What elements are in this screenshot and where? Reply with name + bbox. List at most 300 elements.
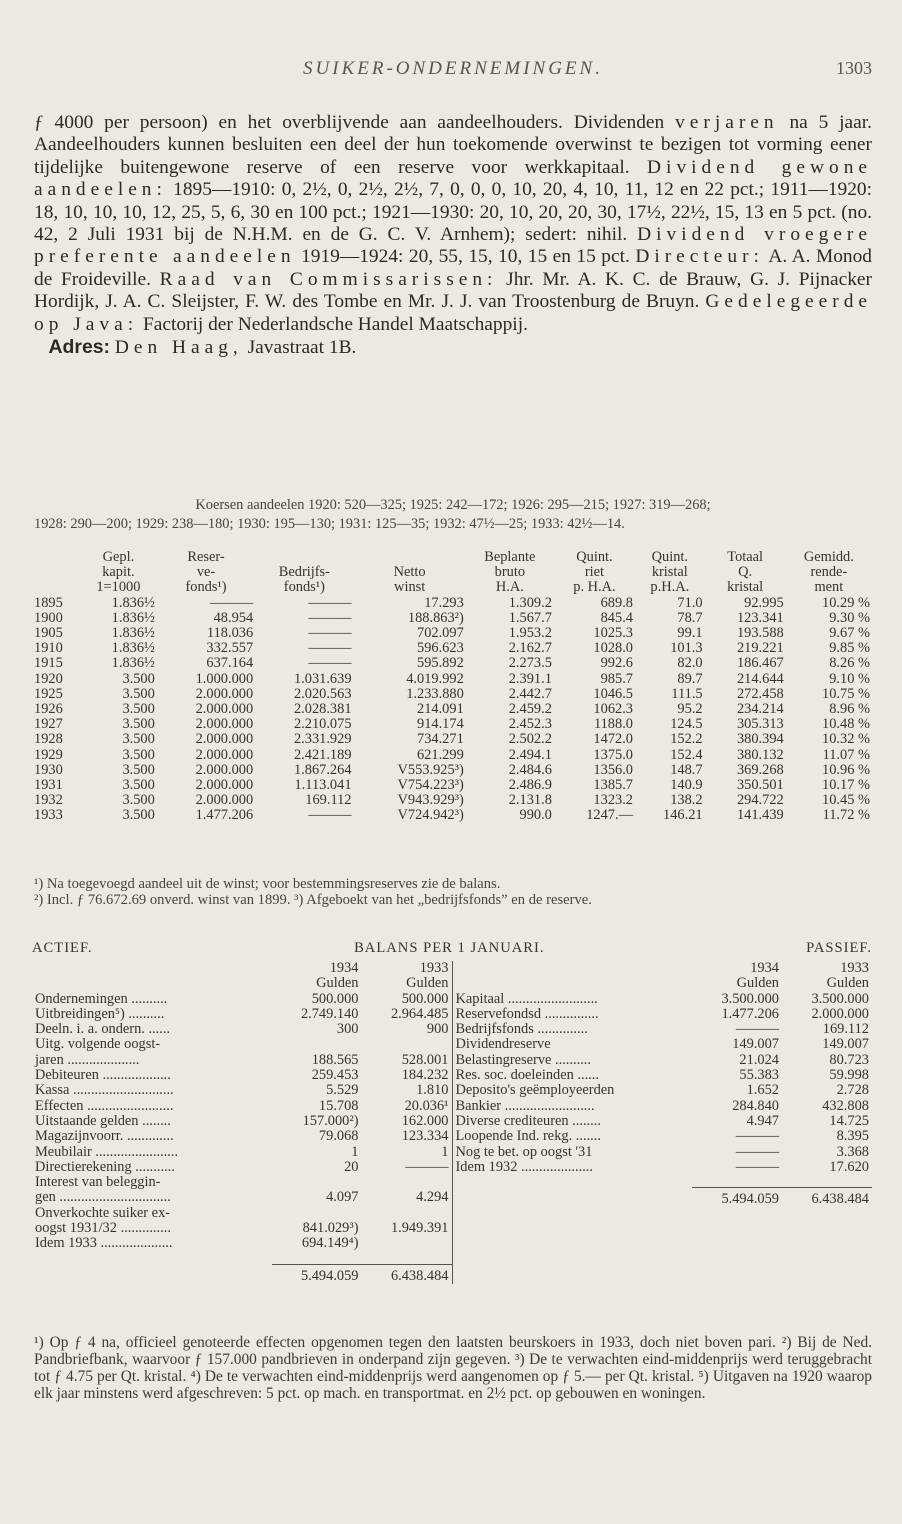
history-cell: 990.0	[519, 807, 552, 824]
actief-value: 188.565	[311, 1051, 359, 1068]
history-header-cell: Quint.	[651, 549, 688, 565]
passief-row	[453, 1083, 873, 1098]
page-number: 1303	[836, 58, 872, 78]
intro-paragraph	[34, 112, 872, 359]
verjaren-term: verjaren	[675, 112, 779, 133]
actief-row	[32, 1037, 452, 1052]
history-cell: 3.500	[122, 761, 155, 778]
history-cell: 272.458	[736, 685, 784, 702]
actief-value: 2.964.485	[390, 1005, 449, 1022]
history-cell: 1247.—	[586, 807, 633, 824]
history-cell: 186.467	[736, 655, 784, 672]
history-cell: 1920	[34, 670, 63, 687]
passief-currency-2: Gulden	[826, 975, 869, 992]
actief-value: 259.453	[311, 1067, 359, 1084]
history-cell: 99.1	[677, 625, 703, 642]
actief-label: Interest van beleggin-	[35, 1174, 161, 1191]
history-cell: 2.000.000	[195, 701, 254, 718]
history-cell: 596.623	[417, 640, 464, 657]
actief-row	[32, 1206, 452, 1221]
history-cell: 152.2	[670, 731, 703, 748]
history-cell: 2.494.1	[508, 746, 552, 763]
history-cell: 1900	[34, 609, 63, 626]
passief-value: 432.808	[822, 1097, 869, 1114]
passief-label: Nog te bet. op oogst '31	[455, 1143, 593, 1160]
table-row	[32, 656, 872, 671]
passief-year-2: 1933	[840, 960, 869, 976]
history-cell: 2.028.381	[293, 701, 352, 718]
actief-total: 5.494.059	[272, 1264, 362, 1284]
history-cell: 234.214	[736, 701, 784, 718]
history-cell: 1928	[34, 731, 63, 748]
passief-value: ———	[735, 1143, 779, 1160]
table-row	[32, 611, 872, 626]
history-cell: 214.091	[417, 701, 464, 718]
history-header-cell	[255, 550, 353, 565]
history-header-cell: Quint.	[576, 549, 613, 565]
history-cell: 1932	[34, 792, 63, 809]
actief-value	[272, 1037, 362, 1052]
share-prices-line-2: 1928: 290—200; 1929: 238—180; 1930: 195—130; 1931: 125—35; 1932: 47½—25; 1933: 42½—14.	[34, 516, 625, 532]
actief-value: 4.097	[326, 1189, 359, 1206]
passief-total: 6.438.484	[782, 1188, 872, 1208]
history-cell: 2.000.000	[195, 746, 254, 763]
running-header	[34, 58, 872, 84]
passief-total	[453, 1188, 693, 1208]
history-cell: 1472.0	[593, 731, 633, 748]
history-cell: 219.221	[736, 640, 784, 657]
actief-row	[32, 1175, 452, 1190]
history-cell: ———	[210, 594, 254, 611]
passief-label: Reservefondsd ...............	[455, 1005, 599, 1022]
actief-row	[32, 1114, 452, 1129]
actief-row	[32, 1007, 452, 1022]
table-row	[32, 763, 872, 778]
history-cell: 214.644	[736, 670, 784, 687]
history-cell: 1915	[34, 655, 63, 672]
history-header-cell: Reser-	[187, 549, 225, 565]
history-cell: 9.10 %	[829, 670, 870, 687]
history-cell: 48.954	[213, 609, 254, 626]
history-cell: 2.162.7	[508, 640, 552, 657]
history-cell: 10.32 %	[822, 731, 870, 748]
history-cell: 138.2	[670, 792, 703, 809]
dividend-preferred-label: Dividend vroegere preferente aandeelen	[34, 224, 872, 268]
history-cell: 92.995	[744, 594, 784, 611]
history-cell: 637.164	[206, 655, 254, 672]
actief-value	[272, 1206, 362, 1221]
actief-label: Uitg. volgende oogst-	[35, 1036, 161, 1053]
actief-value: 123.334	[401, 1128, 449, 1145]
passief-value: ———	[735, 1158, 779, 1175]
history-cell: 595.892	[417, 655, 464, 672]
history-cell: 2.421.189	[293, 746, 352, 763]
history-cell: 1.567.7	[508, 609, 552, 626]
history-cell: 140.9	[670, 777, 703, 794]
history-header-cell: ve-	[196, 564, 216, 581]
balance-sheet	[32, 940, 872, 1284]
passief-value: 149.007	[732, 1036, 779, 1053]
actief-label: Effecten ........................	[35, 1097, 174, 1114]
actief-row	[32, 992, 452, 1007]
passief-row	[453, 992, 873, 1007]
passief-value: 284.840	[732, 1097, 779, 1114]
history-cell: 111.5	[671, 685, 703, 702]
history-cell: 10.29 %	[822, 594, 870, 611]
actief-label: Kassa ............................	[35, 1082, 174, 1099]
passief-value: 14.725	[829, 1112, 869, 1129]
actief-row	[32, 1145, 452, 1160]
actief-title: ACTIEF.	[32, 940, 93, 956]
passief-label: Bedrijfsfonds ..............	[455, 1021, 588, 1038]
table-row	[32, 793, 872, 808]
actief-value: 900	[426, 1021, 449, 1038]
history-cell: 1.309.2	[508, 594, 552, 611]
passief-row	[453, 1099, 873, 1114]
actief-row	[32, 1129, 452, 1144]
actief-label: Uitbreidingen⁵) ..........	[35, 1005, 165, 1022]
passief-value: 2.000.000	[811, 1005, 869, 1022]
history-header-cell: fonds¹)	[185, 579, 227, 596]
actief-label: Deeln. i. a. ondern. ......	[35, 1021, 171, 1038]
history-header-cell: H.A.	[495, 579, 524, 596]
actief-total	[32, 1264, 272, 1284]
history-header-cell: p. H.A.	[573, 579, 616, 596]
history-cell: 2.273.5	[508, 655, 552, 672]
actief-value: 79.068	[318, 1128, 359, 1145]
passief-total-row	[453, 1188, 873, 1208]
balance-footnotes-text: ¹) Op ƒ 4 na, officieel genoteerde effecten opgenomen tegen den laatsten beurskoers in 1933, doch niet boven pari. ²) Bij de Ned. Pandbriefbank, waarvoor ƒ 157.000 pandbrieven in onderpand zijn gegeven. ³) De te verwachten eind-middenprijs werd teruggebracht tot ƒ 4.75 per Qt. kristal. ⁴) De te verwachten eind-middenprijs werd aangenomen op ƒ 5.— per Qt. kristal. ⁵) Uitgaven na 1920 waarop elk jaar minstens werd afgeschreven: 5 pct. op mach. en transportmat. en 2½ pct. op gebouwen en woningen.	[34, 1334, 872, 1402]
history-cell: 1.233.880	[406, 685, 464, 702]
history-cell: ———	[308, 625, 352, 642]
history-cell: 1.953.2	[508, 625, 552, 642]
history-cell: 2.452.3	[508, 716, 552, 733]
actief-value: 1.810	[416, 1082, 449, 1099]
history-header-cell: riet	[584, 564, 605, 581]
history-cell: 305.313	[736, 716, 784, 733]
actief-row	[32, 1190, 452, 1205]
actief-row	[32, 1022, 452, 1037]
history-cell: 1.836½	[111, 640, 155, 657]
history-header-cell: Gepl.	[102, 549, 135, 565]
passief-row	[453, 1145, 873, 1160]
intro-text-2: na 5 jaar. Aandeelhouders kunnen besluiten een deel der hun toekomende overwinst te bezigen tot vorming eener tijdelijke buitengewone reserve of een reserve voor werkkapitaal.	[34, 112, 872, 178]
directeur-text: A. A. Monod de Froideville.	[34, 246, 872, 290]
history-cell: ———	[308, 640, 352, 657]
actief-value: 20.036¹	[404, 1097, 449, 1114]
history-cell: 2.459.2	[508, 701, 552, 718]
history-cell: 1323.2	[593, 792, 633, 809]
actief-currency-2: Gulden	[406, 975, 449, 992]
history-cell: 3.500	[122, 777, 155, 794]
history-cell: 1.836½	[111, 594, 155, 611]
history-cell: 17.293	[424, 594, 464, 611]
history-header-cell: kristal	[727, 579, 764, 596]
history-cell: 10.45 %	[822, 792, 870, 809]
actief-value: 1	[441, 1143, 449, 1160]
history-cell: 3.500	[122, 685, 155, 702]
actief-value: 15.708	[318, 1097, 359, 1114]
actief-value: 2.749.140	[300, 1005, 359, 1022]
passief-title: PASSIEF.	[806, 940, 872, 956]
history-table-header	[32, 550, 872, 596]
table-row	[32, 672, 872, 687]
history-cell: 985.7	[600, 670, 633, 687]
passief-row	[453, 1007, 873, 1022]
history-cell: 1930	[34, 761, 63, 778]
history-cell: 2.442.7	[508, 685, 552, 702]
dividend-common-text: 1895—1910: 0, 2½, 0, 2½, 2½, 7, 0, 0, 0, 10, 20, 4, 10, 11, 12 en 22 pct.; 1911—1920: 18, 10, 10, 10, 12, 25, 5, 6, 30 en 100 pct.; 1921—1930: 20, 10, 20, 20, 30, 17½, 22½, 15, 13 en 5 pct. (no. 42, 2 Juli 1931 bij de N.H.M. en de G. C. V. Arnhem); sedert: nihil.	[34, 179, 872, 246]
actief-label: Meubilair .......................	[35, 1143, 179, 1160]
passief-value: 1.652	[746, 1082, 779, 1099]
passief-value: 8.395	[836, 1128, 869, 1145]
passief-label: Dividendreserve	[455, 1036, 551, 1053]
history-cell: 380.132	[736, 746, 784, 763]
history-cell: 1.836½	[111, 625, 155, 642]
history-cell: ———	[308, 807, 352, 824]
actief-total: 6.438.484	[362, 1264, 452, 1284]
history-cell: 3.500	[122, 731, 155, 748]
history-cell: 148.7	[670, 761, 703, 778]
history-header-cell	[354, 550, 466, 565]
history-cell: 9.67 %	[829, 625, 870, 642]
history-header-cell: kristal	[651, 564, 688, 581]
history-cell: 3.500	[122, 716, 155, 733]
adres-city: Den Haag,	[114, 337, 243, 359]
history-cell: 1.836½	[111, 655, 155, 672]
history-header-cell: Totaal	[727, 549, 764, 565]
actief-value: 5.529	[326, 1082, 359, 1099]
history-cell: 124.5	[670, 716, 703, 733]
passief-row	[453, 1068, 873, 1083]
actief-value: 694.149⁴)	[301, 1235, 359, 1252]
passief-value: 80.723	[829, 1051, 869, 1068]
actief-value: 4.294	[416, 1189, 449, 1206]
intro-text-1: ƒ 4000 per persoon) en het overblijvende aan aandeelhouders. Dividenden	[34, 112, 665, 133]
history-cell: 11.72 %	[822, 807, 870, 824]
history-cell: 1.836½	[111, 609, 155, 626]
table-row	[32, 748, 872, 763]
directeur-label: Directeur:	[635, 246, 764, 268]
history-cell: 2.210.075	[293, 716, 352, 733]
table-row	[32, 717, 872, 732]
actief-value	[362, 1037, 452, 1052]
passief-value: 3.368	[836, 1143, 869, 1160]
history-cell: 10.96 %	[822, 761, 870, 778]
history-cell: 294.722	[736, 792, 784, 809]
history-cell: 89.7	[677, 670, 703, 687]
share-prices	[34, 496, 872, 534]
balance-title-row	[32, 940, 872, 957]
passief-value: 3.500.000	[721, 990, 779, 1007]
history-cell: 101.3	[670, 640, 703, 657]
history-cell: 1925	[34, 685, 63, 702]
history-cell: 2.020.563	[293, 685, 352, 702]
history-cell: 9.30 %	[829, 609, 870, 626]
history-cell: 141.439	[736, 807, 784, 824]
adres-street: Javastraat 1B.	[247, 337, 357, 359]
history-cell: 2.486.9	[508, 777, 552, 794]
history-cell: 118.036	[206, 625, 254, 642]
passief-value: 21.024	[739, 1051, 779, 1068]
actief-label: Ondernemingen ..........	[35, 990, 168, 1007]
passief-value: 59.998	[829, 1067, 869, 1084]
passief-total: 5.494.059	[692, 1188, 782, 1208]
history-cell: 3.500	[122, 670, 155, 687]
actief-table	[32, 961, 452, 1284]
history-cell: V943.929³)	[397, 792, 464, 809]
actief-value: 1	[351, 1143, 359, 1160]
actief-label: oogst 1931/32 ..............	[35, 1220, 171, 1237]
history-header-cell: p.H.A.	[650, 579, 690, 596]
history-cell: V724.942³)	[397, 807, 464, 824]
actief-column	[32, 961, 452, 1284]
passief-label: Belastingreserve ..........	[455, 1051, 591, 1068]
passief-label: Diverse crediteuren ........	[455, 1112, 601, 1129]
passief-value: 55.383	[739, 1067, 779, 1084]
history-cell: 2.502.2	[508, 731, 552, 748]
history-cell: 3.500	[122, 807, 155, 824]
history-cell: 1933	[34, 807, 63, 824]
table-row	[32, 702, 872, 717]
history-cell: 10.17 %	[822, 777, 870, 794]
history-cell: 1385.7	[593, 777, 633, 794]
actief-row	[32, 1053, 452, 1068]
passief-year-1: 1934	[750, 960, 779, 976]
passief-row	[453, 1022, 873, 1037]
history-cell: 689.8	[600, 594, 633, 611]
history-cell: 4.019.992	[406, 670, 464, 687]
passief-value: ———	[735, 1021, 779, 1038]
history-table-body	[32, 596, 872, 824]
history-cell: 1046.5	[593, 685, 633, 702]
actief-row	[32, 1068, 452, 1083]
table-row	[32, 641, 872, 656]
history-cell: 10.48 %	[822, 716, 870, 733]
history-cell: 1926	[34, 701, 63, 718]
history-cell: 1905	[34, 625, 63, 642]
history-cell: 1025.3	[593, 625, 633, 642]
history-cell: 10.75 %	[822, 685, 870, 702]
history-header-cell	[32, 550, 80, 565]
history-header-cell: ment	[814, 579, 844, 596]
actief-row	[32, 1221, 452, 1236]
history-cell: 1.000.000	[195, 670, 254, 687]
history-cell: 2.131.8	[508, 792, 552, 809]
passief-row	[453, 1129, 873, 1144]
table-row	[32, 596, 872, 611]
history-cell: 2.391.1	[508, 670, 552, 687]
actief-currency-1: Gulden	[316, 975, 359, 992]
history-header-cell: 1=1000	[96, 579, 141, 596]
actief-label: Magazijnvoorr. .............	[35, 1128, 174, 1145]
history-cell: 78.7	[677, 609, 703, 626]
section-title: SUIKER-ONDERNEMINGEN.	[303, 58, 603, 79]
passief-value: 2.728	[836, 1082, 869, 1099]
passief-row	[453, 1037, 873, 1052]
actief-value: ———	[405, 1158, 449, 1175]
history-cell: 1927	[34, 716, 63, 733]
passief-value: 17.620	[829, 1158, 869, 1175]
gedelegeerde-label: Gedelegeerde op Java:	[34, 291, 872, 335]
history-cell: 1929	[34, 746, 63, 763]
actief-label: jaren ....................	[35, 1051, 140, 1068]
history-header-cell: Netto	[393, 564, 426, 581]
history-header-cell: Beplante	[484, 549, 536, 565]
actief-value: 500.000	[311, 990, 359, 1007]
history-cell: 123.341	[736, 609, 784, 626]
actief-row	[32, 1099, 452, 1114]
history-cell: 8.26 %	[829, 655, 870, 672]
passief-value: 3.500.000	[811, 990, 869, 1007]
passief-label: Deposito's geëmployeerden	[455, 1082, 615, 1099]
history-cell: 734.271	[417, 731, 464, 748]
table-row	[32, 732, 872, 747]
actief-label: Idem 1933 ....................	[35, 1235, 173, 1252]
actief-row	[32, 1083, 452, 1098]
history-header-cell: Bedrijfs-	[278, 564, 330, 581]
history-cell: 1895	[34, 594, 63, 611]
history-cell: ———	[308, 655, 352, 672]
actief-label: Debiteuren ...................	[35, 1067, 171, 1084]
history-cell: ———	[308, 594, 352, 611]
history-cell: 9.85 %	[829, 640, 870, 657]
actief-total-row	[32, 1264, 452, 1284]
passief-row	[453, 1053, 873, 1068]
history-cell: 146.21	[663, 807, 703, 824]
history-cell: 3.500	[122, 746, 155, 763]
history-cell: 3.500	[122, 701, 155, 718]
history-cell: 1028.0	[593, 640, 633, 657]
actief-value: 300	[336, 1021, 359, 1038]
passief-label: Idem 1932 ....................	[455, 1158, 593, 1175]
table-row	[32, 626, 872, 641]
gedelegeerde-text: Factorij der Nederlandsche Handel Maatschappij.	[142, 313, 528, 335]
history-cell: 1.867.264	[293, 761, 352, 778]
actief-value: 528.001	[401, 1051, 449, 1068]
table-row	[32, 687, 872, 702]
passief-value: 149.007	[822, 1036, 869, 1053]
history-header-cell	[32, 565, 80, 580]
actief-value: 162.000	[401, 1112, 449, 1129]
history-cell: 169.112	[305, 792, 352, 809]
passief-value: 169.112	[822, 1021, 869, 1038]
passief-column	[452, 961, 873, 1284]
actief-value: 1.949.391	[390, 1220, 449, 1237]
history-header-cell: fonds¹)	[283, 579, 325, 596]
passief-label: Kapitaal .........................	[455, 990, 598, 1007]
history-header-cell: winst	[394, 579, 426, 596]
history-header-cell	[32, 580, 80, 595]
history-footnotes	[34, 876, 872, 908]
history-cell: ———	[308, 609, 352, 626]
actief-year-1: 1934	[329, 960, 359, 976]
history-cell: 1375.0	[593, 746, 633, 763]
history-cell: 193.588	[736, 625, 784, 642]
balance-columns	[32, 961, 872, 1284]
actief-value: 157.000²)	[302, 1112, 359, 1129]
history-cell: 1188.0	[593, 716, 633, 733]
history-cell: 188.863²)	[407, 609, 464, 626]
history-cell: 621.299	[417, 746, 464, 763]
history-cell: 1356.0	[593, 761, 633, 778]
raad-label: Raad van Commissarissen:	[159, 268, 498, 290]
history-header-cell: rende-	[810, 564, 848, 581]
history-cell: 2.000.000	[195, 731, 254, 748]
history-cell: 2.000.000	[195, 716, 254, 733]
actief-value	[362, 1175, 452, 1190]
balance-footnotes	[34, 1334, 872, 1402]
